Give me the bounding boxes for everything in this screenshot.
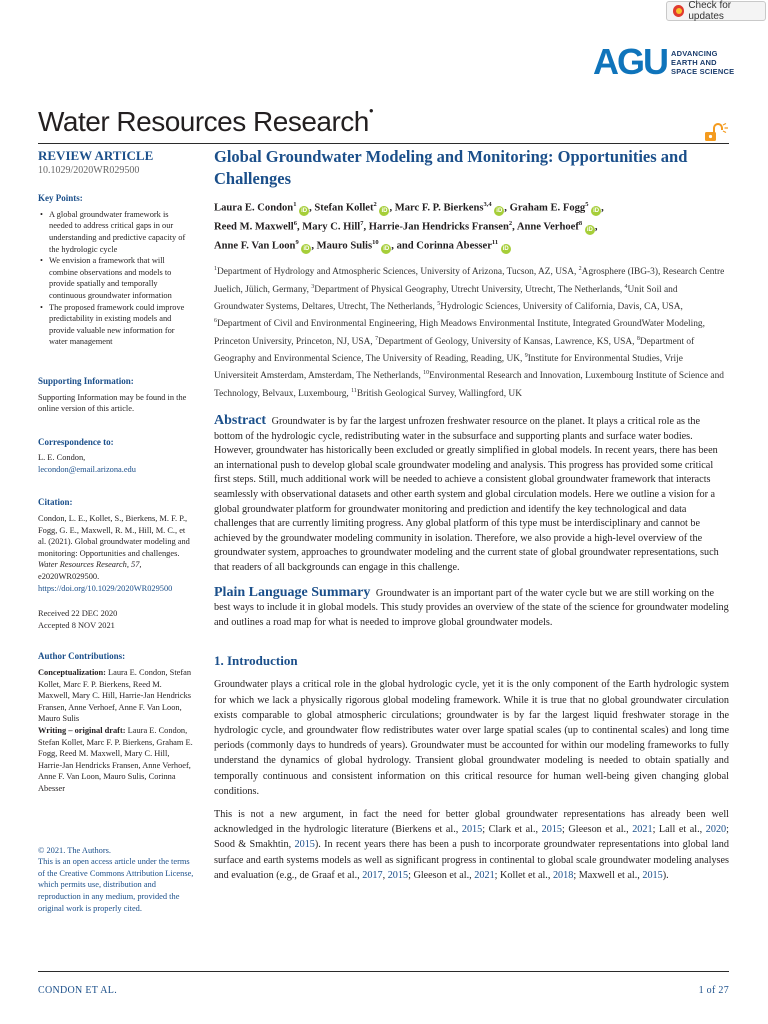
pls-text: Groundwater is an important part of the water cycle but we are still working on the best ways to include it in global models. This study provides an overview of the state of the science for groundwater modeling and outlines a road map for what is needed to improve global groundwater models. <box>214 587 729 628</box>
orcid-icon[interactable]: iD <box>586 226 593 233</box>
article-doi[interactable]: 10.1029/2020WR029500 <box>38 164 140 176</box>
author-line-1: Laura E. Condon$^1$ iD , Stefan Kollet$^2$ iD , Marc F. P. Bierkens$^{3,4}$ iD , Graham E. Fogg$^5$ iD , <box>214 201 604 214</box>
orcid-icon[interactable]: iD <box>303 245 310 252</box>
page-number: 1 of 27 <box>698 985 729 996</box>
orcid-icon[interactable]: iD <box>502 245 509 252</box>
article-type: REVIEW ARTICLE <box>38 148 154 163</box>
plain-language-summary <box>214 586 729 631</box>
abstract-heading: Abstract <box>214 413 267 428</box>
article-dates <box>38 608 194 631</box>
intro-paragraph-1: Groundwater plays a critical role in the global hydrologic cycle, yet it is the only component of the Earth hydrologic system for which we lack a physically rigorous global modeling framework. While it is true that no global groundwater circulation exists comparable to global atmospheric circulations; groundwater is by far the largest liquid freshwater storage in the hydrologic cycle, and groundwater flow redistributes water over large spatial scales (up to continental scales) and long time periods (commonly days to hundreds of years). Groundwater must be accounted for within our modeling frameworks to fully understand the dynamics of global hydrology. Transient global groundwater modeling is needed to obtain spatially and temporally continuous and consistent information on this critical resource for human well-being given changing global conditions. <box>214 679 729 797</box>
author-contributions-heading: Author Contributions: <box>38 651 126 662</box>
key-points-list <box>38 209 194 348</box>
main-column <box>214 146 729 883</box>
creative-commons-link[interactable]: Creative Commons Attribution <box>59 868 164 878</box>
key-point: • We envision a framework that will combine observations and models to provide spatially and temporally continuous groundwater information <box>38 255 194 301</box>
correspondence-heading: Correspondence to: <box>38 436 114 447</box>
sidebar <box>38 148 194 914</box>
accepted-date: Accepted 8 NOV 2021 <box>38 620 115 630</box>
citation-link[interactable]: 2015 <box>294 839 315 851</box>
check-for-updates-label: Check for updates <box>688 0 732 22</box>
copyright-line: © 2021. The Authors. <box>38 845 111 855</box>
orcid-icon[interactable]: iD <box>593 207 600 214</box>
citation-link[interactable]: 2020 <box>705 824 727 836</box>
author-line-3: Anne F. Van Loon$^9$ iD , Mauro Sulis$^{10}$ iD , and Corinna Abesser$^{11}$ iD <box>214 239 509 252</box>
orcid-icon[interactable]: iD <box>301 207 308 214</box>
running-author: CONDON ET AL. <box>38 985 117 996</box>
contrib-conceptualization: Conceptualization: Laura E. Condon, Stefan Kollet, Marc F. P. Bierkens, Reed M. Maxwell, Mary C. Hill, Harrie-Jan Hendricks Fransen, Anne Verhoef, Anne F. Van Loon, Mauro Sulis <box>38 668 192 724</box>
page-footer <box>38 985 729 996</box>
correspondence-name: L. E. Condon, <box>38 453 86 463</box>
license-text: This is an open access article under the terms of the Creative Commons Attribution License, which permits use, distribution and reproduction in any medium, provided the original work is properly cited. <box>38 857 194 913</box>
citation-link[interactable]: 2021 <box>474 869 495 881</box>
citation-link[interactable]: 2017 <box>362 869 383 881</box>
abstract <box>214 414 729 576</box>
orcid-icon[interactable]: iD <box>383 245 390 252</box>
license-notice <box>38 845 194 915</box>
citation-doi-link[interactable]: https://doi.org/10.1029/2020WR029500 <box>38 583 173 593</box>
open-access-lock-icon <box>703 123 729 143</box>
abstract-text: Groundwater is by far the largest unfrozen freshwater resource on the planet. It plays a critical role as the bottom of the hydrologic cycle, redistributing water in the subsurface and supporting plants and surface water bodies. However, groundwater has historically been excluded or greatly simplified in global models. In recent years, there has been an international push to develop global scale groundwater modeling and analysis. This progress has provided some critical first steps. Still, much additional work will be needed to achieve a consistent global groundwater framework that interacts seamlessly with observational datasets and other earth system and global circulation models. Here we outline a vision for a global groundwater platform for groundwater monitoring and prediction and identify the key technological and data challenges that are currently limiting progress. Any global platform of this type must be interdisciplinary and cannot be achieved by the groundwater modeling community in isolation. Therefore, we also provide a high-level overview of the groundwater system, approaches to groundwater modeling and the current state of global groundwater representations, such that readers of all backgrounds can engage in this challenge. <box>214 416 719 573</box>
paper-title: Global Groundwater Modeling and Monitoring: Opportunities and Challenges <box>214 147 688 188</box>
received-date: Received 22 DEC 2020 <box>38 609 118 619</box>
affiliations: $^1$Department of Hydrology and Atmospheric Sciences, University of Arizona, Tucson, AZ, USA, $^2$Agrosphere (IBG-3), Research Centre Juelich, Jülich, Germany, $^3$Department of Physical Geography, Utrecht University, Utrecht, The Netherlands, $^4$Unit Soil and Groundwater Systems, Deltares, Utrecht, The Netherlands, $^5$Hydrologic Sciences, University of California, Davis, CA, USA, $^6$Department of Civil and Environmental Engineering, High Meadows Environmental Institute, Integrated GroundWater Modeling, Princeton University, Princeton, NJ, USA, $^7$Department of Geology, University of Kansas, Lawrence, KS, USA, $^8$Department of Geography and Environmental Science, The University of Reading, Reading, UK, $^9$Institute for Environmental Studies, Vrije Universiteit Amsterdam, Amsterdam, The Netherlands, $^{10}$Environmental Research and Innovation, Luxembourg Institute of Science and Technology, Belvaux, Luxembourg, $^{11}$British Geological Survey, Wallingford, UK <box>214 266 725 399</box>
key-points-heading: Key Points: <box>38 193 83 204</box>
orcid-icon[interactable]: iD <box>381 207 388 214</box>
intro-paragraph-2: This is not a new argument, in fact the need for better global groundwater representations has already been well acknowledged in the hydrologic literature (Bierkens et al., 2015; Clark et al., 2015; Gleeson et al., 2021; Lall et al., 2020; Sood & Smakhtin, 2015). In recent years there has been a push to incorporate groundwater representations into global land surface and earth systems models as well as significant progress in continental to global scale groundwater modeling analyses and evaluation (e.g., de Graaf et al., 2017, 2015; Gleeson et al., 2021; Kollet et al., 2018; Maxwell et al., 2015). <box>214 808 729 881</box>
crossmark-icon <box>673 5 684 17</box>
agu-tagline: ADVANCING EARTH AND SPACE SCIENCE <box>671 48 735 76</box>
supporting-info-text: Supporting Information may be found in the online version of this article. <box>38 392 187 414</box>
check-for-updates-button[interactable] <box>666 1 766 21</box>
citation-link[interactable]: 2018 <box>552 869 574 881</box>
introduction-heading: 1. Introduction <box>214 653 298 669</box>
pls-heading: Plain Language Summary <box>214 584 371 600</box>
orcid-icon[interactable]: iD <box>496 207 503 214</box>
agu-logo <box>593 41 735 82</box>
key-point: • The proposed framework could improve predictability in existing models and provide valuable new information for water management <box>38 302 194 348</box>
citation-link[interactable]: 2015 <box>461 824 483 836</box>
author-list <box>214 197 729 254</box>
agu-logo-mark: AGU <box>593 41 667 82</box>
header-rule <box>38 143 729 144</box>
citation-heading: Citation: <box>38 497 73 508</box>
footer-rule <box>38 971 729 972</box>
citation-link[interactable]: 2021 <box>632 824 653 836</box>
author-line-2: Reed M. Maxwell$^6$, Mary C. Hill$^7$, Harrie-Jan Hendricks Fransen$^2$, Anne Verhoef$^8$ iD , <box>214 220 598 233</box>
supporting-info-heading: Supporting Information: <box>38 375 134 386</box>
journal-title: Water Resources Research● <box>38 106 374 137</box>
registered-mark: ● <box>368 106 374 115</box>
citation-link[interactable]: 2015 <box>541 824 563 836</box>
citation-link[interactable]: 2015 <box>642 869 663 881</box>
contrib-writing: Writing – original draft: Laura E. Condon, Stefan Kollet, Marc F. P. Bierkens, Graham E. Fogg, Reed M. Maxwell, Mary C. Hill, Harrie-Jan Hendricks Fransen, Anne Verhoef, Anne F. Van Loon, Mauro Sulis, Corinna Abesser <box>38 725 193 793</box>
citation-link[interactable]: 2015 <box>387 869 409 881</box>
citation-text: Condon, L. E., Kollet, S., Bierkens, M. F. P., Fogg, G. E., Maxwell, R. M., Hill, M. C., et al. (2021). Global groundwater modeling and monitoring: Opportunities and challenges. Water Resources Research, 57, e2020WR029500. https://doi.org/10.1029/2020WR029500 <box>38 514 190 593</box>
key-point: • A global groundwater framework is needed to address critical gaps in our understanding and predictive capacity of the hydrologic cycle <box>38 209 194 255</box>
correspondence-email-link[interactable]: lecondon@email.arizona.edu <box>38 464 136 474</box>
